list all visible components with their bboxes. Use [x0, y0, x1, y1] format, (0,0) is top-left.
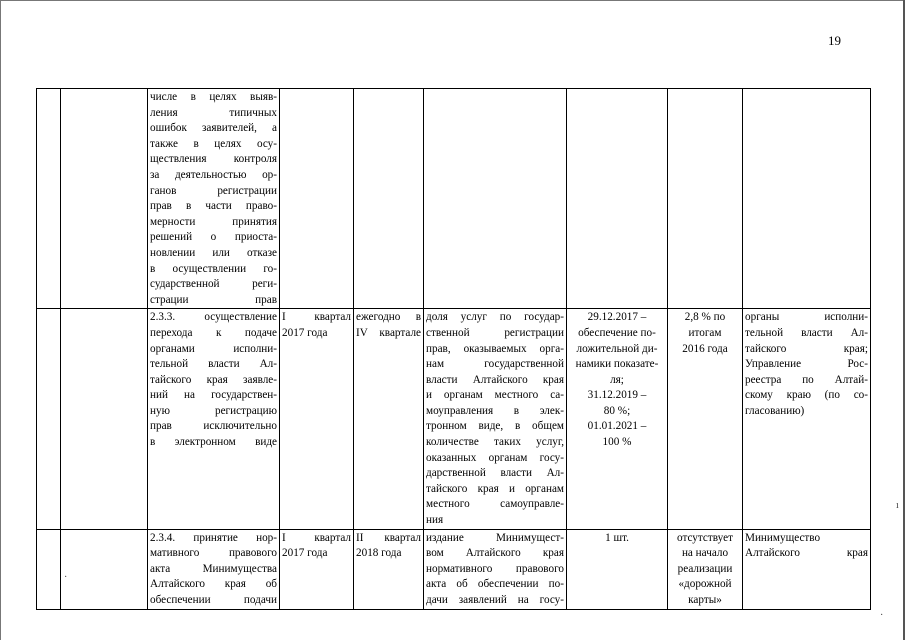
- cell-line: 1 шт.: [605, 531, 629, 544]
- cell-line: прав в части право-: [150, 200, 277, 213]
- page-border-top: [0, 0, 905, 1]
- cell-line: ний на государствен-: [150, 389, 277, 402]
- base-value-cell: [668, 309, 743, 529]
- cell-line: 2016 года: [682, 342, 728, 355]
- scan-speck: ·: [880, 610, 884, 621]
- cell-line: органами исполни-: [150, 342, 277, 355]
- cell-line: ния: [426, 514, 444, 527]
- target-value-cell: [567, 529, 668, 609]
- cell-line: тельной власти Ал-: [150, 358, 277, 371]
- cell-line: обеспечении подачи: [150, 594, 277, 606]
- cell-line: ную регистрацию: [150, 404, 277, 417]
- cell-line: мативного правового: [150, 547, 277, 560]
- cell-line: IV квартале: [356, 326, 421, 339]
- measure-cell: [148, 89, 280, 309]
- cell-line: тайского края и органам: [426, 482, 564, 495]
- cell-line: ществления контроля: [150, 153, 277, 166]
- start-date-cell: [280, 89, 354, 309]
- cell-line: ления типичных: [150, 106, 277, 119]
- cell-line: скому краю (по со-: [745, 389, 868, 402]
- table-row: [37, 89, 871, 309]
- cell-line: 2017 года: [282, 326, 328, 339]
- cell-line: I квартал: [282, 311, 351, 324]
- cell-line: нам государственной: [426, 358, 564, 371]
- start-date-cell: [280, 529, 354, 609]
- cell-line: оказанных органам госу-: [426, 451, 564, 464]
- cell-line: на начало: [681, 547, 729, 560]
- cell-line: 31.12.2019 –: [587, 389, 647, 402]
- cell-line: доля услуг по государ-: [426, 311, 564, 324]
- cell-line: сударственной реги-: [150, 278, 277, 291]
- cell-line: ственной регистрации: [426, 326, 564, 339]
- cell-line: вом Алтайского края: [426, 547, 564, 560]
- cell-line: местного самоуправле-: [426, 498, 564, 511]
- cell-line: дачи заявлений на госу-: [426, 594, 564, 606]
- cell-line: прав, оказываемых орга-: [426, 342, 564, 355]
- cell-line: карты»: [688, 594, 722, 606]
- end-date-cell: [354, 89, 424, 309]
- page-number: 19: [828, 33, 841, 48]
- col-number: [37, 309, 61, 529]
- scan-speck: ·: [64, 572, 68, 583]
- cell-line: реализации: [677, 562, 733, 575]
- cell-line: 100 %: [602, 436, 632, 449]
- cell-line: количестве таких услуг,: [426, 436, 564, 449]
- cell-line: страции прав: [150, 293, 277, 306]
- cell-line: обеспечение по-: [578, 326, 656, 339]
- col-number: [37, 89, 61, 309]
- cell-line: II квартал: [356, 531, 421, 544]
- page-border-left: [0, 0, 1, 640]
- cell-line: намики показате-: [575, 358, 659, 371]
- cell-line: 2018 года: [356, 547, 402, 560]
- cell-line: мерности принятия: [150, 215, 277, 228]
- cell-line: тайского края заявле-: [150, 373, 277, 386]
- cell-line: 2.3.3. осуществление: [150, 311, 277, 324]
- cell-line: власти Алтайского края: [426, 373, 564, 386]
- cell-line: «дорожной: [678, 578, 732, 591]
- cell-line: 2,8 % по: [684, 311, 726, 324]
- cell-line: ганов регистрации: [150, 184, 277, 197]
- cell-line: итогам: [688, 326, 722, 339]
- cell-line: 80 %;: [603, 404, 631, 417]
- start-date-cell: [280, 309, 354, 529]
- cell-line: I квартал: [282, 531, 351, 544]
- measure-cell: [148, 529, 280, 609]
- cell-line: ежегодно в: [356, 311, 421, 324]
- cell-line: 01.01.2021 –: [587, 420, 647, 433]
- col-number: [37, 529, 61, 609]
- scan-speck: ı: [896, 500, 899, 511]
- cell-line: отсутствует: [677, 531, 733, 544]
- cell-line: новлении или отказе: [150, 246, 277, 259]
- cell-line: прав исключительно: [150, 420, 277, 433]
- responsible-cell: [743, 89, 871, 309]
- measure-cell: [148, 309, 280, 529]
- cell-line: 29.12.2017 –: [587, 311, 647, 324]
- end-date-cell: [354, 529, 424, 609]
- col-blank: [61, 309, 148, 529]
- cell-line: органы исполни-: [745, 311, 868, 324]
- cell-line: ля;: [610, 373, 624, 386]
- target-value-cell: [567, 309, 668, 529]
- cell-line: тайского края;: [745, 342, 868, 355]
- target-value-cell: [567, 89, 668, 309]
- cell-line: и органам местного са-: [426, 389, 564, 402]
- cell-line: Алтайского края об: [150, 578, 277, 591]
- cell-line: за деятельностью ор-: [150, 168, 277, 181]
- cell-line: 2017 года: [282, 547, 328, 560]
- cell-line: нормативного правового: [426, 562, 564, 575]
- cell-line: ложительной ди-: [576, 342, 658, 355]
- cell-line: Алтайского края: [745, 547, 868, 560]
- cell-line: Управление Рос-: [745, 358, 868, 371]
- table-row: [37, 529, 871, 609]
- col-blank: [61, 89, 148, 309]
- cell-line: 2.3.4. принятие нор-: [150, 531, 277, 544]
- cell-line: перехода к подаче: [150, 326, 277, 339]
- cell-line: реестра по Алтай-: [745, 373, 868, 386]
- cell-line: тронном виде, в общем: [426, 420, 564, 433]
- responsible-cell: [743, 529, 871, 609]
- cell-line: тельной власти Ал-: [745, 326, 868, 339]
- base-value-cell: [668, 89, 743, 309]
- indicator-cell: [424, 89, 567, 309]
- cell-line: решений о приоста-: [150, 231, 277, 244]
- indicator-cell: [424, 309, 567, 529]
- cell-line: акта об обеспечении по-: [426, 578, 564, 591]
- cell-line: также в целях осу-: [150, 137, 277, 150]
- table-row: [37, 309, 871, 529]
- responsible-cell: [743, 309, 871, 529]
- cell-line: числе в целях выяв-: [150, 91, 277, 103]
- indicator-cell: [424, 529, 567, 609]
- cell-line: дарственной власти Ал-: [426, 467, 564, 480]
- cell-line: в осуществлении го-: [150, 262, 277, 275]
- cell-line: в электронном виде: [150, 436, 277, 449]
- cell-line: ошибок заявителей, а: [150, 122, 277, 135]
- cell-line: издание Минимущест-: [426, 531, 564, 544]
- base-value-cell: [668, 529, 743, 609]
- cell-line: акта Минимущества: [150, 562, 277, 575]
- cell-line: гласованию): [745, 404, 805, 417]
- roadmap-table: [36, 88, 871, 610]
- cell-line: Минимущество: [745, 531, 821, 544]
- cell-line: моуправления в элек-: [426, 404, 564, 417]
- col-blank: [61, 529, 148, 609]
- end-date-cell: [354, 309, 424, 529]
